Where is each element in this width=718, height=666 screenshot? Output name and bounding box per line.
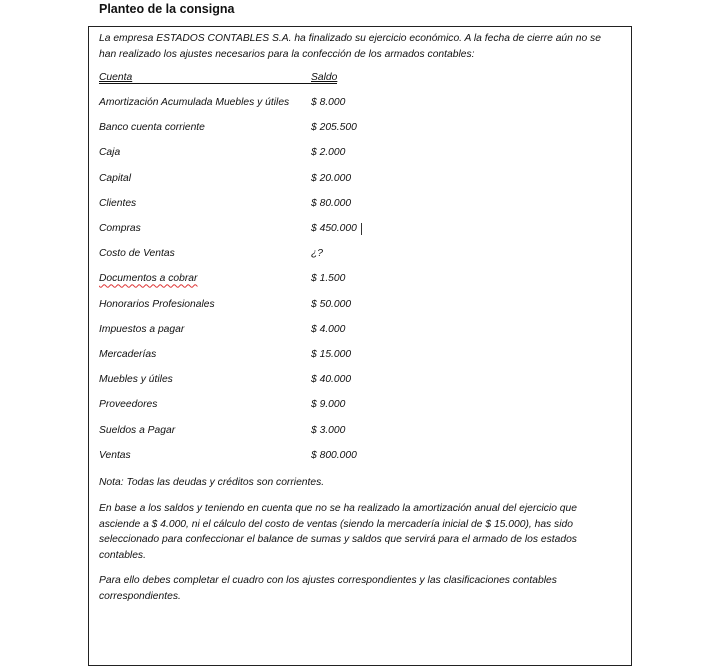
account-balance: $ 800.000 [311, 449, 357, 461]
account-balance: $ 2.000 [311, 147, 346, 159]
account-name: Documentos a cobrar [99, 273, 198, 285]
account-balance: ¿? [311, 248, 324, 260]
account-name: Banco cuenta corriente [99, 122, 205, 134]
closing-paragraph: Para ello debes completar el cuadro con los ajustes correspondientes y las clasificaciones contables correspondientes. [99, 575, 557, 602]
account-balance: $ 4.000 [311, 323, 346, 335]
account-name: Costo de Ventas [99, 248, 175, 260]
account-balance: $ 9.000 [311, 399, 346, 411]
account-balance: $ 450.000 [311, 223, 357, 234]
note-text: Nota: Todas las deudas y créditos son corrientes. [99, 477, 325, 488]
account-balance: $ 3.000 [311, 424, 346, 436]
page-heading: Planteo de la consigna [99, 2, 235, 16]
account-name: Sueldos a Pagar [99, 424, 176, 436]
account-name: Proveedores [99, 399, 158, 411]
instructions-paragraph: En base a los saldos y teniendo en cuenta que no se ha realizado la amortización anual del ejercicio que asciende a $ 4.000, ni el cálculo del costo de ventas (siendo la mercadería inicial de $ 15.000), has sido seleccionado para confeccionar el balance de sumas y saldos que servirá para el armado de los estados contables. [99, 503, 577, 561]
account-balance: $ 20.000 [311, 172, 352, 184]
account-name: Honorarios Profesionales [99, 298, 215, 310]
account-balance: $ 205.500 [311, 122, 357, 134]
account-balance: $ 1.500 [311, 273, 346, 285]
account-name: Impuestos a pagar [99, 323, 185, 335]
header-rule [99, 83, 337, 84]
account-name: Capital [99, 172, 132, 184]
column-header-balance: Saldo [311, 72, 338, 83]
text-cursor [361, 223, 362, 235]
account-name: Amortización Acumulada Muebles y útiles [99, 97, 290, 108]
account-balance: $ 50.000 [311, 298, 352, 310]
intro-paragraph: La empresa ESTADOS CONTABLES S.A. ha finalizado su ejercicio económico. A la fecha de cierre aún no se han realizado los ajustes necesarios para la confección de los armados contables: [99, 33, 601, 60]
account-name: Muebles y útiles [99, 374, 173, 386]
account-name: Ventas [99, 449, 131, 461]
column-header-account: Cuenta [99, 72, 133, 83]
account-name: Compras [99, 223, 141, 234]
account-balance: $ 80.000 [311, 197, 352, 209]
account-name: Clientes [99, 197, 137, 209]
account-name: Caja [99, 147, 121, 159]
account-balance: $ 40.000 [311, 374, 352, 386]
account-balance: $ 15.000 [311, 349, 352, 360]
account-name: Mercaderías [99, 349, 157, 360]
account-balance: $ 8.000 [311, 97, 346, 108]
